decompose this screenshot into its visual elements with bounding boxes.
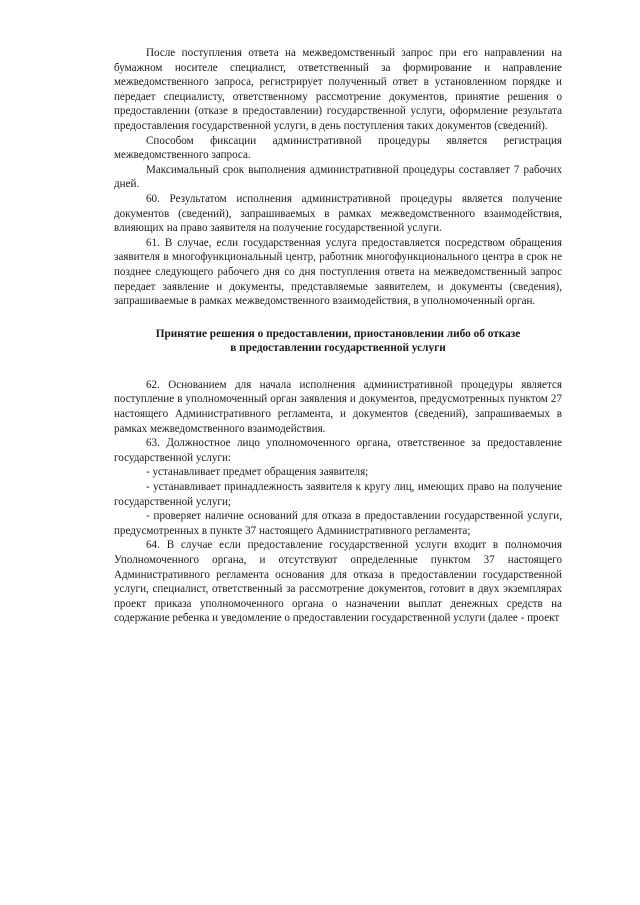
section-heading-line-1: Принятие решения о предоставлении, приостановлении либо об отказе	[155, 327, 521, 340]
paragraph-max-duration: Максимальный срок выполнения административной процедуры составляет 7 рабочих дней.	[114, 163, 562, 191]
document-page	[114, 46, 562, 626]
section-heading-line-2: в предоставлении государственной услуги	[230, 342, 446, 355]
paragraph-item-61: 61. В случае, если государственная услуга предоставляется посредством обращения заявителя в многофункциональный центр, работник многофункционального центра в срок не позднее следующего рабочего дня со дня поступления ответа на межведомственный запрос передает заявление и документы, представляемые заявителем, и документы (сведения), запрашиваемые в рамках межведомственного взаимодействия, в уполномоченный орган.	[114, 236, 562, 308]
list-item-refusal-check: - проверяет наличие оснований для отказа в предоставлении государственной услуги, предусмотренных в пункте 37 настоящего Административного регламента;	[114, 510, 562, 537]
paragraph-response-registration: После поступления ответа на межведомственный запрос при его направлении на бумажном носителе специалист, ответственный за формирование и направление межведомственного запроса, регистрирует полученный ответ в установленном порядке и передает специалисту, ответственному рассмотрение документов, принятие решения о предоставлении (отказе в предоставлении) государственной услуги, оформление результата предоставления государственной услуги, в день поступления таких документов (сведений).	[114, 47, 562, 132]
paragraph-item-60: 60. Результатом исполнения административной процедуры является получение документов (сведений), запрашиваемых в рамках межведомственного взаимодействия, влияющих на право заявителя на получение государственной услуги.	[114, 192, 562, 235]
section-heading	[114, 327, 562, 356]
list-item-eligibility: - устанавливает принадлежность заявителя к кругу лиц, имеющих право на получение государственной услуги;	[114, 481, 562, 508]
paragraph-item-64: 64. В случае если предоставление государственной услуги входит в полномочия Уполномоченного органа, и отсутствуют определенные пунктом 37 настоящего Административного регламента основания для отказа в предоставлении государственной услуги, специалист, ответственный за рассмотрение документов, готовит в двух экземплярах проект приказа уполномоченного органа о назначении выплат денежных средств на содержание ребенка и уведомление о предоставлении государственной услуги (далее - проект	[114, 539, 562, 625]
paragraph-item-62: 62. Основанием для начала исполнения административной процедуры является поступление в уполномоченный орган заявления и документов, предусмотренных пунктом 27 настоящего Административного регламента, и документов (сведений), запрашиваемых в рамках межведомственного взаимодействия.	[114, 378, 562, 435]
paragraph-item-63: 63. Должностное лицо уполномоченного органа, ответственное за предоставление государственной услуги:	[114, 437, 562, 464]
list-item-subject: - устанавливает предмет обращения заявителя;	[146, 466, 369, 479]
paragraph-fixation-method: Способом фиксации административной процедуры является регистрация межведомственного запроса.	[114, 134, 562, 162]
